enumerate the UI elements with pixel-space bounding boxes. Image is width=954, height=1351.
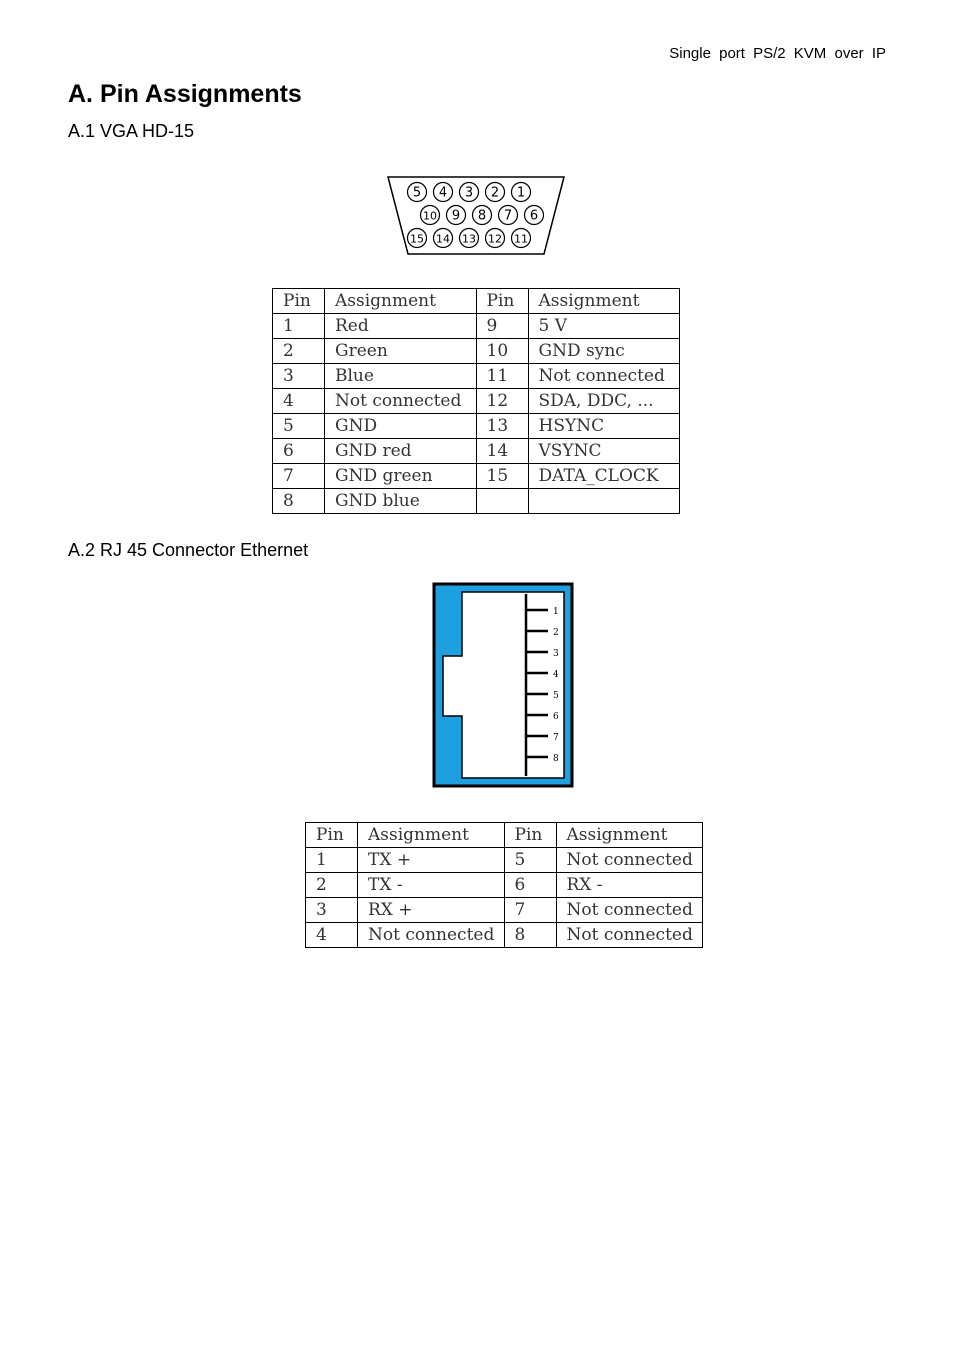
vga-pin-label: 10 <box>423 209 437 223</box>
vga-pin-group <box>408 183 544 248</box>
vga-pin-label: 12 <box>488 232 502 246</box>
table-row <box>273 364 680 389</box>
header-pin: Pin <box>476 289 528 314</box>
assignment-cell: GND sync <box>528 339 680 364</box>
pin-cell: 5 <box>273 414 325 439</box>
vga-pin-label: 4 <box>438 185 448 201</box>
pin-cell: 3 <box>306 898 358 923</box>
assignment-cell: GND green <box>325 464 477 489</box>
header-assignment: Assignment <box>358 823 505 848</box>
vga-pin-label: 5 <box>412 185 422 201</box>
assignment-cell: GND red <box>325 439 477 464</box>
pin-cell: 4 <box>273 389 325 414</box>
assignment-cell: RX + <box>358 898 505 923</box>
pin-cell: 1 <box>306 848 358 873</box>
header-assignment: Assignment <box>528 289 680 314</box>
assignment-cell: VSYNC <box>528 439 680 464</box>
assignment-cell: GND blue <box>325 489 477 514</box>
pin-cell <box>476 489 528 514</box>
rj45-pin-label: 6 <box>553 712 559 722</box>
assignment-cell: Not connected <box>358 923 505 948</box>
table-row <box>306 848 703 873</box>
header-pin: Pin <box>306 823 358 848</box>
header-pin: Pin <box>273 289 325 314</box>
vga-pin-label: 13 <box>462 232 476 246</box>
vga-pin-label: 1 <box>516 185 526 201</box>
assignment-cell: Not connected <box>556 848 703 873</box>
vga-pin-label: 11 <box>514 232 528 246</box>
assignment-cell: Blue <box>325 364 477 389</box>
table-row <box>273 389 680 414</box>
assignment-cell: GND <box>325 414 477 439</box>
assignment-cell: SDA, DDC, ... <box>528 389 680 414</box>
pin-cell: 4 <box>306 923 358 948</box>
pin-cell: 8 <box>273 489 325 514</box>
header-assignment: Assignment <box>325 289 477 314</box>
rj45-pin-label: 3 <box>553 649 559 659</box>
assignment-cell: 5 V <box>528 314 680 339</box>
assignment-cell: Not connected <box>325 389 477 414</box>
rj45-pin-label: 7 <box>553 733 559 743</box>
pin-cell: 9 <box>476 314 528 339</box>
assignment-cell: DATA_CLOCK <box>528 464 680 489</box>
pin-cell: 1 <box>273 314 325 339</box>
vga-pin-label: 15 <box>410 232 424 246</box>
rj45-pin-label: 2 <box>553 628 559 638</box>
header-assignment: Assignment <box>556 823 703 848</box>
table-row <box>273 314 680 339</box>
pin-cell: 12 <box>476 389 528 414</box>
vga-pin-label: 7 <box>503 208 513 224</box>
pin-cell: 7 <box>504 898 556 923</box>
rj45-pin-label: 4 <box>553 670 559 680</box>
pin-cell: 15 <box>476 464 528 489</box>
table-row <box>273 464 680 489</box>
pin-cell: 10 <box>476 339 528 364</box>
rj45-pin-table <box>305 822 703 948</box>
vga-pin-label: 3 <box>464 185 474 201</box>
vga-pin-label: 2 <box>490 185 500 201</box>
pin-cell: 7 <box>273 464 325 489</box>
table-row <box>273 439 680 464</box>
rj45-pin-label: 1 <box>553 607 559 617</box>
pin-cell: 6 <box>504 873 556 898</box>
assignment-cell: TX + <box>358 848 505 873</box>
vga-subtitle: A.1 VGA HD-15 <box>68 121 195 141</box>
table-row <box>273 414 680 439</box>
pin-cell: 14 <box>476 439 528 464</box>
pin-cell: 2 <box>273 339 325 364</box>
pin-cell: 5 <box>504 848 556 873</box>
assignment-cell: Green <box>325 339 477 364</box>
table-row <box>306 898 703 923</box>
rj45-pin-label: 5 <box>553 691 559 701</box>
vga-pin-label: 9 <box>451 208 461 224</box>
table-row <box>306 873 703 898</box>
assignment-cell: RX - <box>556 873 703 898</box>
table-row <box>306 923 703 948</box>
pin-cell: 8 <box>504 923 556 948</box>
rj45-subtitle: A.2 RJ 45 Connector Ethernet <box>68 540 309 560</box>
header-pin: Pin <box>504 823 556 848</box>
pin-cell: 2 <box>306 873 358 898</box>
assignment-cell: TX - <box>358 873 505 898</box>
assignment-cell: Not connected <box>528 364 680 389</box>
pin-cell: 3 <box>273 364 325 389</box>
vga-connector-diagram <box>380 170 576 262</box>
pin-cell: 11 <box>476 364 528 389</box>
pin-cell: 6 <box>273 439 325 464</box>
table-header-row <box>306 823 703 848</box>
assignment-cell: HSYNC <box>528 414 680 439</box>
page-header: Single port PS/2 KVM over IP <box>669 45 886 62</box>
table-header-row <box>273 289 680 314</box>
pin-cell: 13 <box>476 414 528 439</box>
vga-pin-label: 14 <box>436 232 450 246</box>
assignment-cell <box>528 489 680 514</box>
table-row <box>273 489 680 514</box>
table-row <box>273 339 680 364</box>
vga-pin-label: 8 <box>477 208 487 224</box>
vga-pin-table <box>272 288 680 514</box>
assignment-cell: Not connected <box>556 898 703 923</box>
assignment-cell: Red <box>325 314 477 339</box>
rj45-pin-label: 8 <box>553 754 559 764</box>
section-title: A. Pin Assignments <box>68 80 302 108</box>
vga-pin-label: 6 <box>529 208 539 224</box>
rj45-connector-diagram <box>432 582 578 792</box>
assignment-cell: Not connected <box>556 923 703 948</box>
